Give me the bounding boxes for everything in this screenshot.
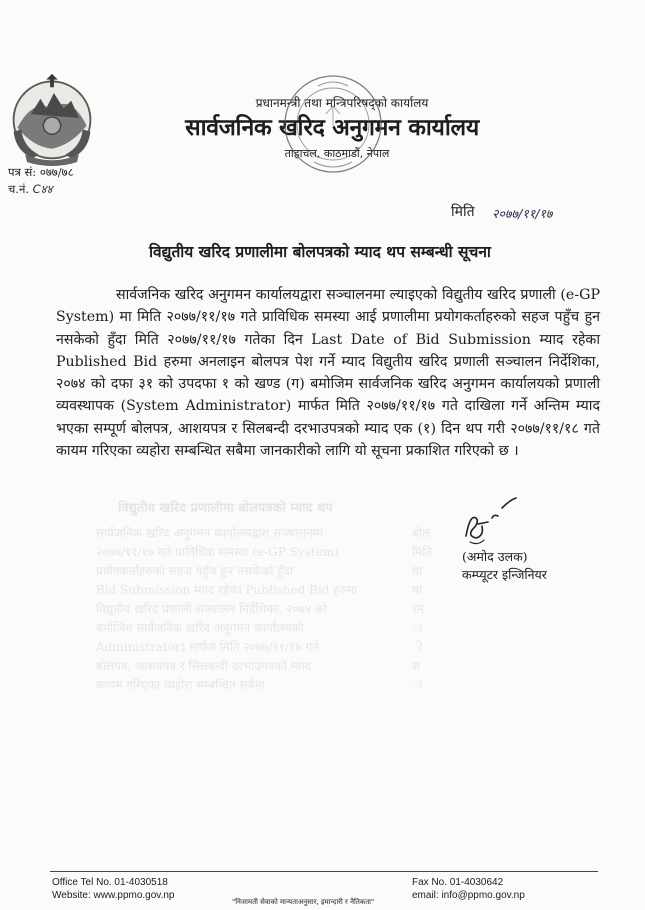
office-name: सार्वजनिक खरिद अनुगमन कार्यालय	[185, 114, 479, 141]
signature-icon	[454, 496, 532, 554]
show-through-side-text: बोल मिति या या रम ा ी श ा	[412, 526, 433, 692]
date-label: मिति	[451, 204, 475, 220]
notice-body: सार्वजनिक खरिद अनुगमन कार्यालयद्वारा सञ्चालनमा ल्याइएको विद्युतीय खरिद प्रणाली (e-GP System) मा मिति २०७७/११/१७ गते प्राविधिक समस्या आई प्रणालीमा प्रयोगकर्ताहरुको सहज पहुँच हुन नसकेको हुँदा मिति २०७७/११/१७ गतेका दिन Last Date of Bid Submission म्याद रहेका Published Bid हरुमा अनलाइन बोलपत्र पेश गर्ने म्याद विद्युतीय खरिद प्रणाली सञ्चालन निर्देशिका, २०७४ को दफा ३१ को उपदफा १ को खण्ड (ग) बमोजिम सार्वजनिक खरिद अनुगमन कार्यालयको प्रणाली व्यवस्थापक (System Administrator) मार्फत मिति २०७७/११/१७ गते दाखिला गर्ने अन्तिम म्याद भएका सम्पूर्ण बोलपत्र, आशयपत्र र सिलबन्दी दरभाउपत्रको म्याद एक (१) दिन थप गरी २०७७/११/१८ गते कायम गरिएका व्यहोरा सम्बन्धित सबैमा जानकारीको लागि यो सूचना प्रकाशित गरिएको छ ।	[56, 287, 600, 460]
office-website: Website: www.ppmo.gov.np	[52, 890, 175, 901]
show-through-text: सार्वजनिक खरिद अनुगमन कार्यालयद्वारा सञ्चालनमा २०७७/११/१७ गते प्राविधिक समस्या (e-GP System) प्रयोगकर्ताहरुको सहज पहुँच हुन नसकेको हुँदा Bid Submission म्याद रहेका Published Bid हरुमा विद्युतीय खरिद प्रणाली सञ्चालन निर्देशिका, २०७४ को बमोजिम सार्वजनिक खरिद अनुगमन कार्यालयको Administrator) मार्फत मिति २०७७/११/१७ गते बोलपत्र, आशयपत्र र सिलबन्दी दरभाउपत्रको म्याद कायम गरिएका व्यहोरा सम्बन्धित सबैमा	[96, 526, 358, 692]
office-email: email: info@ppmo.gov.np	[412, 890, 525, 901]
signatory-title: कम्प्यूटर इन्जिनियर	[462, 567, 547, 582]
footer-motto: "निजामती सेवाको मान्यताअनुसार, इमान्दारी र नैतिकता"	[232, 898, 375, 906]
notice-subject: विद्युतीय खरिद प्रणालीमा बोलपत्रको म्याद थप सम्बन्धी सूचना	[149, 242, 491, 261]
dispatch-label: च.नं.	[8, 182, 29, 196]
dispatch-number	[8, 182, 53, 197]
letter-number: पत्र सं: ०७७/७८	[8, 165, 74, 179]
footer-divider	[50, 871, 598, 872]
office-tel: Office Tel No. 01-4030518	[52, 877, 168, 888]
nepal-emblem-icon	[4, 70, 100, 166]
show-through-title: विद्युतीय खरिद प्रणालीमा बोलपत्रको म्याद थप	[118, 501, 333, 516]
ministry-name: प्रधानमन्त्री तथा मन्त्रिपरिषद्को कार्यालय	[255, 96, 429, 110]
office-fax: Fax No. 01-4030642	[412, 877, 504, 888]
date-value: २०७७/११/१७	[492, 206, 553, 221]
office-address: ताहाचल, काठमाडौं, नेपाल	[284, 147, 390, 160]
dispatch-value: C४४	[32, 182, 53, 196]
signatory-name: (अमोद उलक)	[462, 549, 528, 564]
office-stamp-icon	[278, 68, 388, 180]
